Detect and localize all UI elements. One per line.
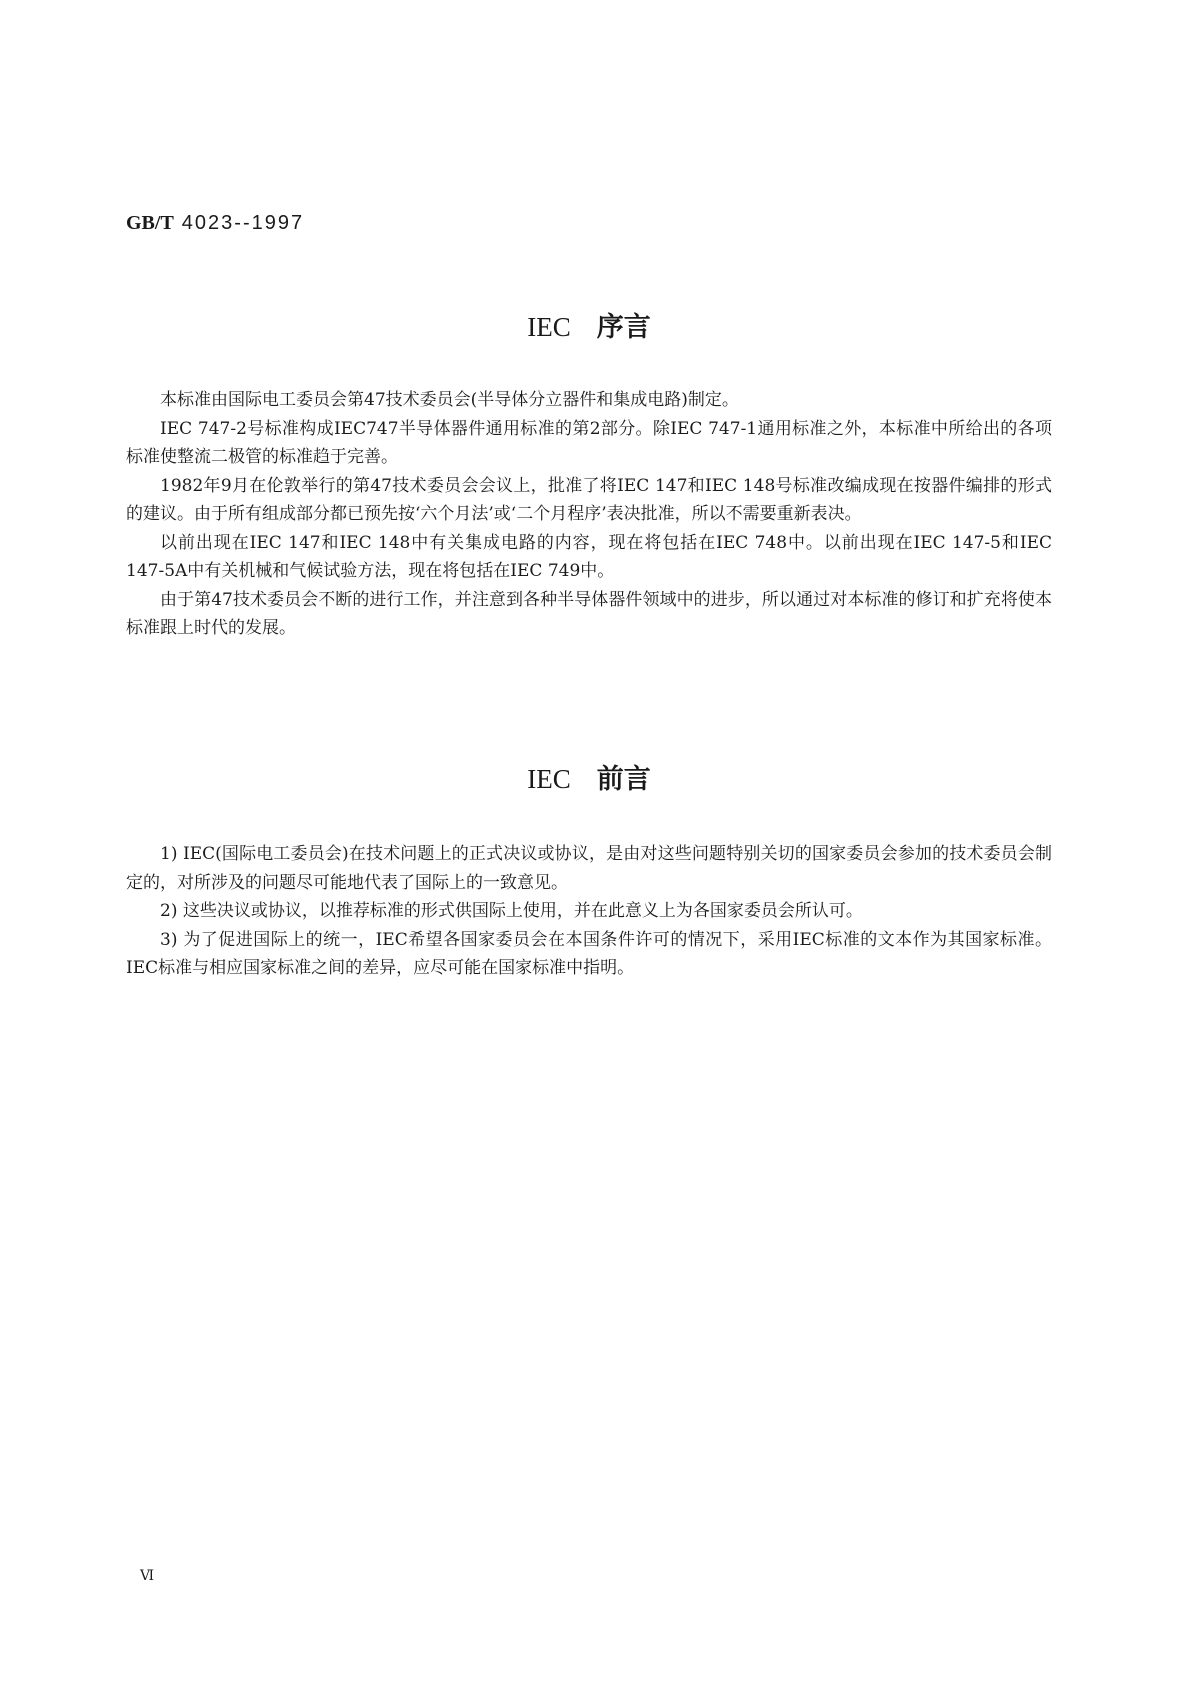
paragraph: 1982年9月在伦敦举行的第47技术委员会会议上，批准了将IEC 147和IEC 148号标准改编成现在按器件编排的形式的建议。由于所有组成部分都已预先按‘六个月法’或‘二个月程序’表决批准，所以不需要重新表决。 <box>126 475 1052 524</box>
section-title-preface <box>126 305 1052 344</box>
paragraph: IEC 747-2号标准构成IEC747半导体器件通用标准的第2部分。除IEC 747-1通用标准之外，本标准中所给出的各项标准使整流二极管的标准趋于完善。 <box>126 418 1052 467</box>
section-title-cjk: 序言 <box>596 312 651 343</box>
section-title-latin: IEC <box>527 312 571 342</box>
paragraph: 由于第47技术委员会不断的进行工作，并注意到各种半导体器件领域中的进步，所以通过对本标准的修订和扩充将使本标准跟上时代的发展。 <box>126 589 1052 638</box>
page-number: Ⅵ <box>140 1569 155 1584</box>
section-title-cjk: 前言 <box>596 764 651 795</box>
standard-code <box>126 212 304 235</box>
section-title-foreword <box>126 757 1052 796</box>
section-iec-preface <box>126 305 1052 643</box>
standard-number: 4023--1997 <box>181 212 305 234</box>
section-title-latin: IEC <box>527 764 571 794</box>
numbered-paragraph: 3) 为了促进国际上的统一，IEC希望各国家委员会在本国条件许可的情况下，采用IEC标准的文本作为其国家标准。IEC标准与相应国家标准之间的差异，应尽可能在国家标准中指明。 <box>126 929 1052 978</box>
paragraph: 本标准由国际电工委员会第47技术委员会(半导体分立器件和集成电路)制定。 <box>160 390 739 410</box>
standard-prefix: GB/T <box>126 212 174 234</box>
section-body-foreword <box>126 840 1052 983</box>
paragraph: 以前出现在IEC 147和IEC 148中有关集成电路的内容，现在将包括在IEC 748中。以前出现在IEC 147-5和IEC 147-5A中有关机械和气候试验方法，现在将包括在IEC 749中。 <box>126 532 1052 581</box>
section-body-preface <box>126 386 1052 643</box>
numbered-paragraph: 1) IEC(国际电工委员会)在技术问题上的正式决议或协议，是由对这些问题特别关切的国家委员会参加的技术委员会制定的，对所涉及的问题尽可能地代表了国际上的一致意见。 <box>126 844 1052 893</box>
section-iec-foreword <box>126 757 1052 983</box>
numbered-paragraph: 2) 这些决议或协议，以推荐标准的形式供国际上使用，并在此意义上为各国家委员会所认可。 <box>160 901 863 921</box>
